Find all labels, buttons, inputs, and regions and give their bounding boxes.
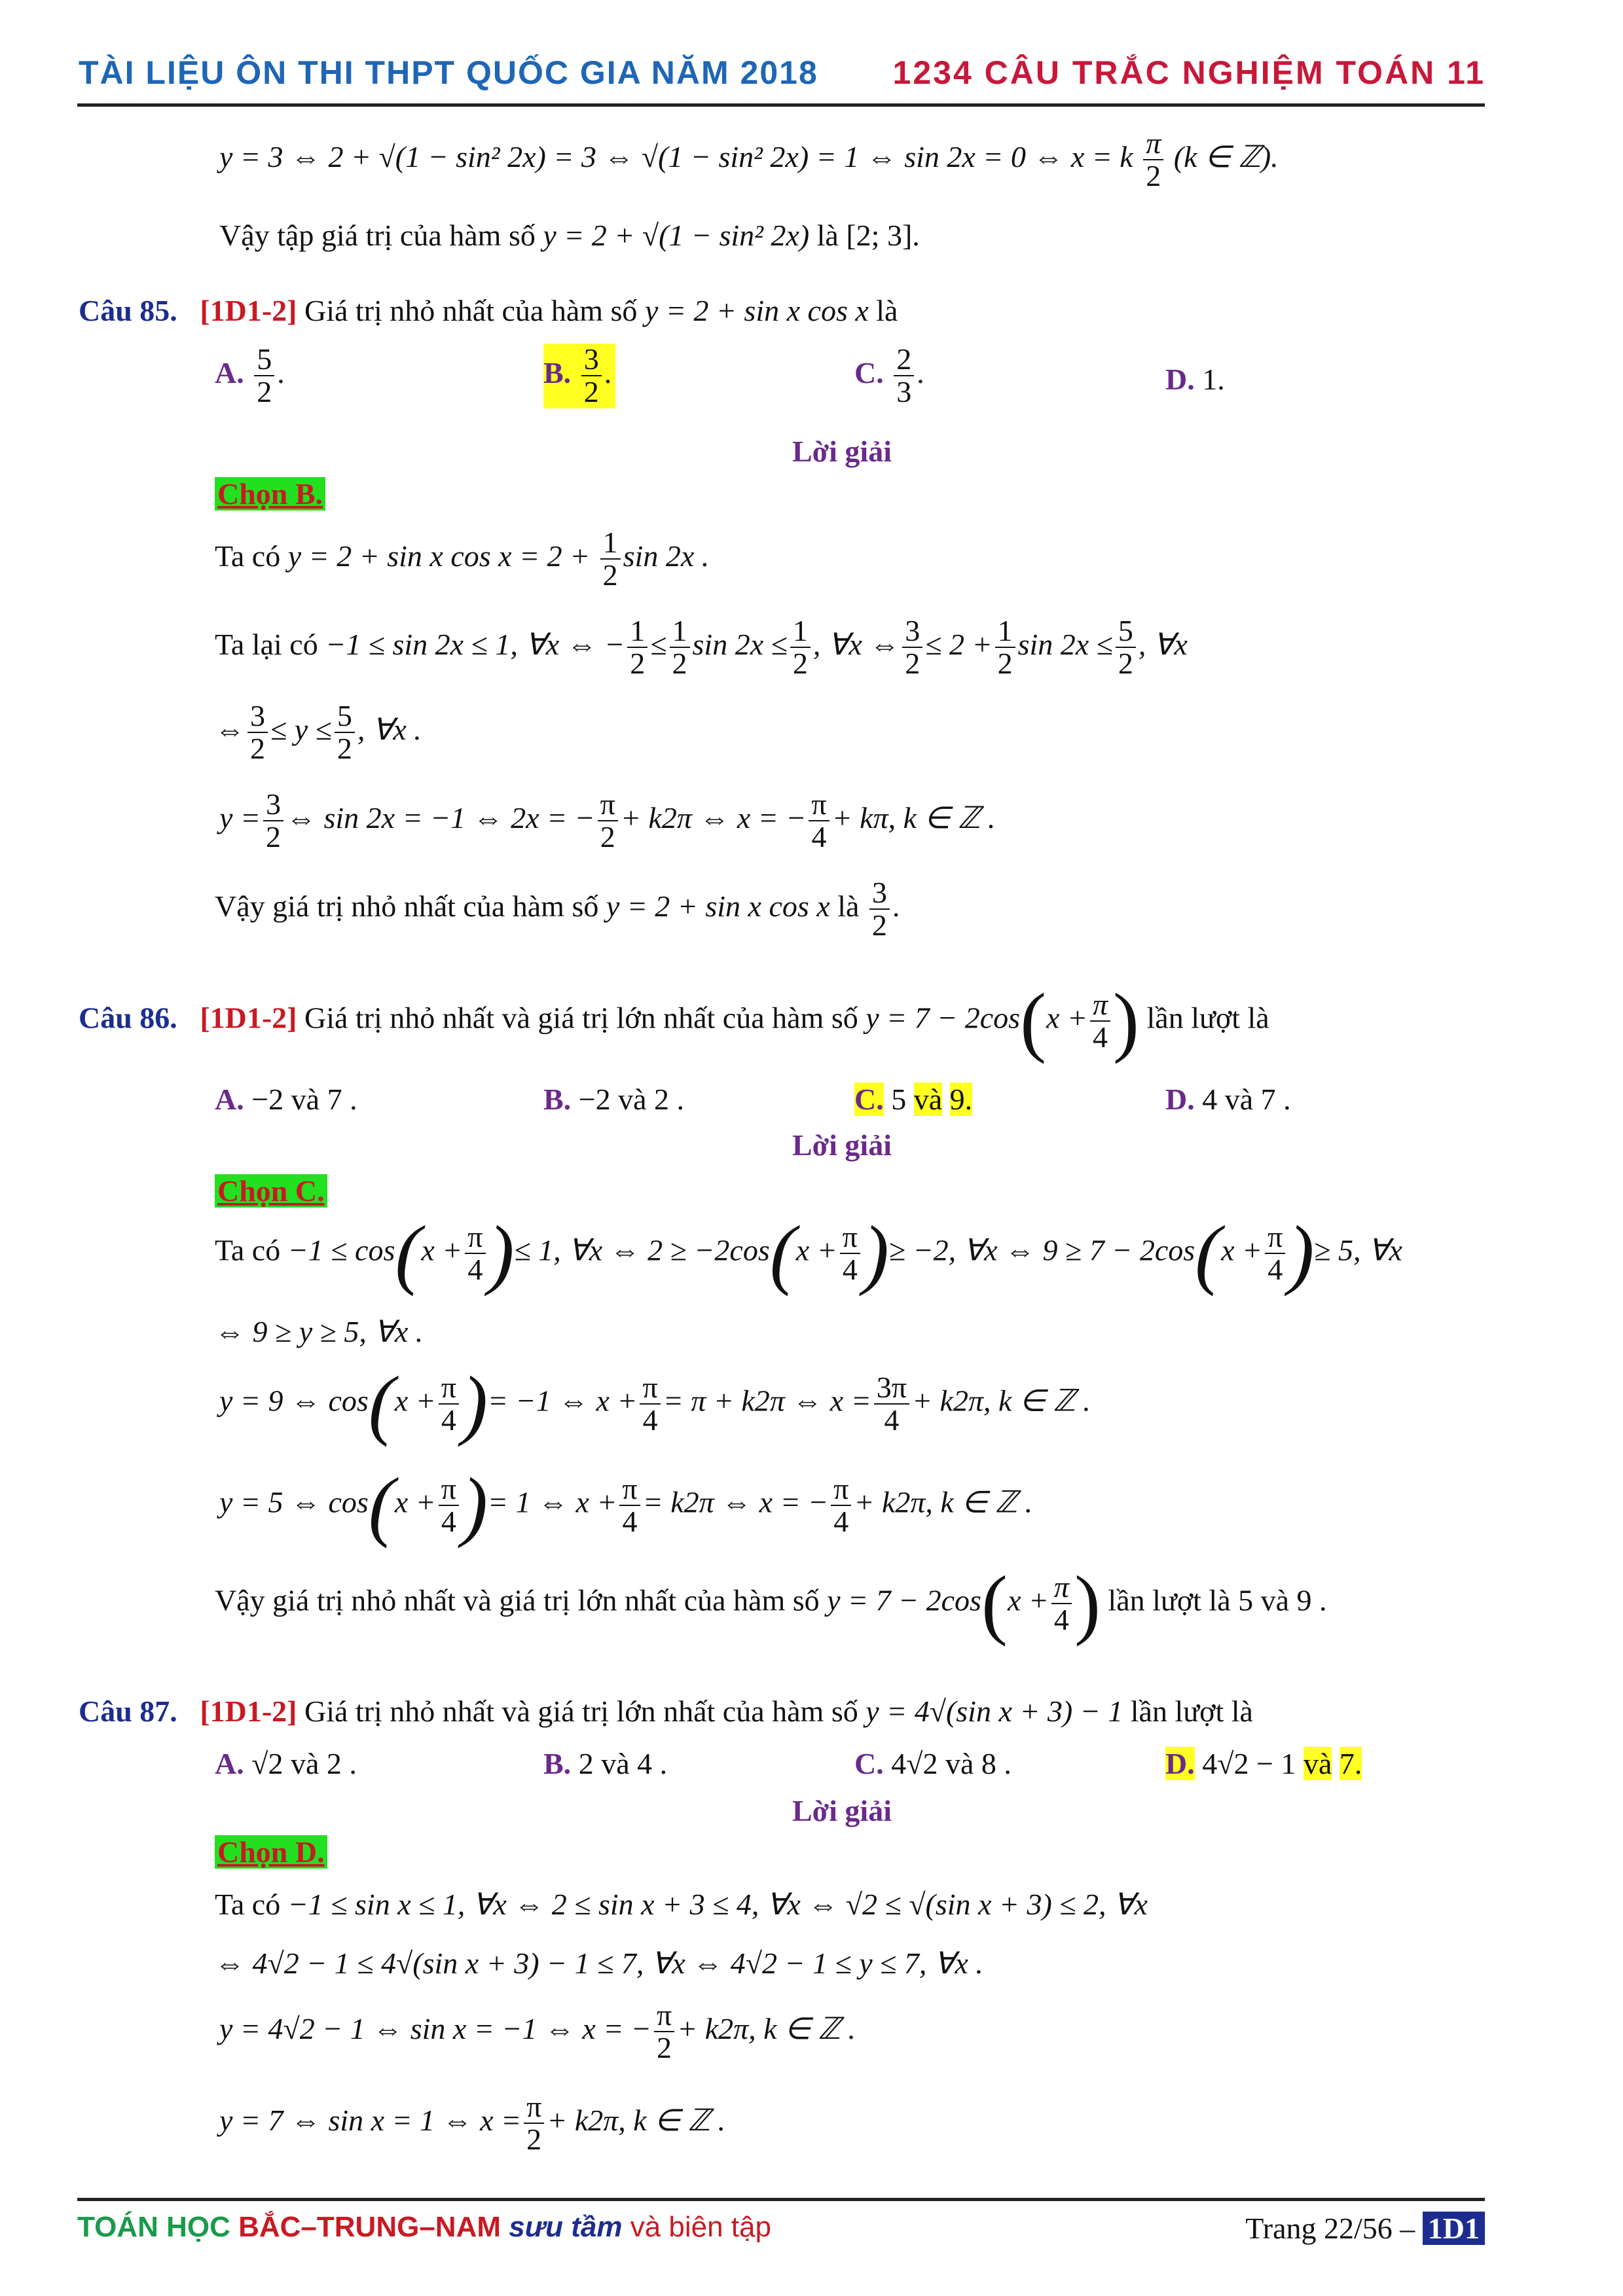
q86-option-c: C. 5 và 9. bbox=[854, 1083, 973, 1116]
q87-step-1: Ta có −1 ≤ sin x ≤ 1, ∀x ⇔ 2 ≤ sin x + 3 ≤ 4, ∀x ⇔ √2 ≤ √(sin x + 3) ≤ 2, ∀x bbox=[215, 1888, 1148, 1921]
header-rule bbox=[77, 103, 1485, 107]
q87-option-d: D. 4√2 − 1 và 7. bbox=[1165, 1747, 1362, 1780]
q86-option-d: D. 4 và 7 . bbox=[1165, 1083, 1291, 1116]
q85-option-a: A. $\frac{5}{2}$ . bbox=[215, 342, 285, 409]
footer-credit: TOÁN HỌC BẮC–TRUNG–NAM sưu tầm và biên tập bbox=[77, 2211, 771, 2243]
q85-answer: Chọn B. bbox=[215, 478, 325, 511]
q85-option-c: C. $\frac{2}{3}$ . bbox=[854, 342, 924, 409]
q86-answer: Chọn C. bbox=[215, 1175, 327, 1208]
q86-option-b: B. −2 và 2 . bbox=[543, 1083, 685, 1116]
q87-option-c: C. 4√2 và 8 . bbox=[854, 1747, 1012, 1780]
q85-step-1: Ta có y = 2 + sin x cos x = 2 + $\frac{1}{2}$ sin 2x . bbox=[215, 526, 710, 592]
chapter-badge: 1D1 bbox=[1423, 2212, 1485, 2245]
q87-step-3: y = 4√2 − 1 ⇔ sin x = −1 ⇔ x = − $\frac{\pi}{2}$ + k2π, k ∈ ℤ . bbox=[219, 1998, 856, 2065]
q87-option-a: A. √2 và 2 . bbox=[215, 1747, 357, 1780]
page-header bbox=[0, 54, 1623, 106]
header-left-title: TÀI LIỆU ÔN THI THPT QUỐC GIA NĂM 2018 bbox=[79, 54, 818, 91]
header-right-title: 1234 CÂU TRẮC NGHIỆM TOÁN 11 bbox=[892, 54, 1486, 91]
q85-conclusion: Vậy giá trị nhỏ nhất của hàm số y = 2 + sin x cos x là $\frac{3}{2}$ . bbox=[215, 876, 900, 942]
q86-step-1: Ta có −1 ≤ cos(x + $\frac{\pi}{4}$ )≤ 1, ∀x ⇔ 2 ≥ −2cos(x + $\frac{\pi}{4}$ )≥ −2, ∀x ⇔ 9 ≥ 7 − 2cos(x + $\frac{\pi}{4}$ )≥ 5, ∀x bbox=[215, 1210, 1402, 1297]
page-number: Trang 22/56 – 1D1 bbox=[1245, 2211, 1485, 2246]
prev-conclusion: Vậy tập giá trị của hàm số y = 2 + √(1 − sin² 2x) là [2; 3]. bbox=[219, 219, 920, 252]
q86-loi-giai: Lời giải bbox=[792, 1128, 892, 1162]
page-footer bbox=[77, 2211, 1485, 2257]
q87-step-4: y = 7 ⇔ sin x = 1 ⇔ x = $\frac{\pi}{2}$ + k2π, k ∈ ℤ . bbox=[219, 2090, 726, 2157]
prev-equation: y = 3 ⇔ 2 + √(1 − sin² 2x) = 3 ⇔ √(1 − sin² 2x) = 1 ⇔ sin 2x = 0 ⇔ x = k $\frac{\pi}{2}$ (k ∈ ℤ). bbox=[219, 126, 1279, 193]
q85-loi-giai: Lời giải bbox=[792, 435, 892, 468]
q86-conclusion: Vậy giá trị nhỏ nhất và giá trị lớn nhất của hàm số y = 7 − 2cos(x + $\frac{\pi}{4}$ ) lần lượt là 5 và 9 . bbox=[215, 1560, 1327, 1647]
footer-rule bbox=[77, 2198, 1485, 2201]
q86-step-4: y = 5 ⇔ cos(x + $\frac{\pi}{4}$ )= 1 ⇔ x + $\frac{\pi}{4}$ = k2π ⇔ x = − $\frac{\pi}{4}$ + k2π, k ∈ ℤ . bbox=[219, 1462, 1033, 1549]
q85-option-d: D. 1. bbox=[1165, 363, 1225, 396]
q87-answer: Chọn D. bbox=[215, 1836, 327, 1869]
q85-option-b: B. $\frac{3}{2}$ . bbox=[543, 344, 615, 408]
q85-step-3: ⇔ $\frac{3}{2}$ ≤ y ≤ $\frac{5}{2}$ , ∀x . bbox=[215, 699, 422, 766]
question-87: Câu 87. [1D1-2] Giá trị nhỏ nhất và giá trị lớn nhất của hàm số y = 4√(sin x + 3) − 1 lần lượt là bbox=[79, 1695, 1253, 1728]
q86-step-2: ⇔ 9 ≥ y ≥ 5, ∀x . bbox=[215, 1315, 424, 1348]
q85-step-2: Ta lại có −1 ≤ sin 2x ≤ 1, ∀x ⇔ − $\frac{1}{2}$ ≤ $\frac{1}{2}$ sin 2x ≤ $\frac{1}{2}$ , ∀x ⇔ $\frac{3}{2}$ ≤ 2 + $\frac{1}{2}$ sin 2x ≤ $\frac{5}{2}$ , ∀x bbox=[215, 614, 1188, 681]
q87-option-b: B. 2 và 4 . bbox=[543, 1747, 668, 1780]
q85-step-4: y = $\frac{3}{2}$ ⇔ sin 2x = −1 ⇔ 2x = − $\frac{\pi}{2}$ + k2π ⇔ x = − $\frac{\pi}{4}$ + kπ, k ∈ ℤ . bbox=[219, 787, 996, 854]
q86-option-a: A. −2 và 7 . bbox=[215, 1083, 357, 1116]
q87-loi-giai: Lời giải bbox=[792, 1794, 892, 1827]
q87-step-2: ⇔ 4√2 − 1 ≤ 4√(sin x + 3) − 1 ≤ 7, ∀x ⇔ 4√2 − 1 ≤ y ≤ 7, ∀x . bbox=[215, 1946, 983, 1980]
question-86: Câu 86. [1D1-2] Giá trị nhỏ nhất và giá trị lớn nhất của hàm số y = 7 − 2cos(x + $\frac{\pi}{4}$ ) lần lượt là bbox=[79, 977, 1269, 1064]
question-85: Câu 85. [1D1-2] Giá trị nhỏ nhất của hàm số y = 2 + sin x cos x là bbox=[79, 294, 898, 327]
q86-step-3: y = 9 ⇔ cos(x + $\frac{\pi}{4}$ )= −1 ⇔ x + $\frac{\pi}{4}$ = π + k2π ⇔ x = $\frac{3\pi}{4}$ + k2π, k ∈ ℤ . bbox=[219, 1360, 1091, 1447]
